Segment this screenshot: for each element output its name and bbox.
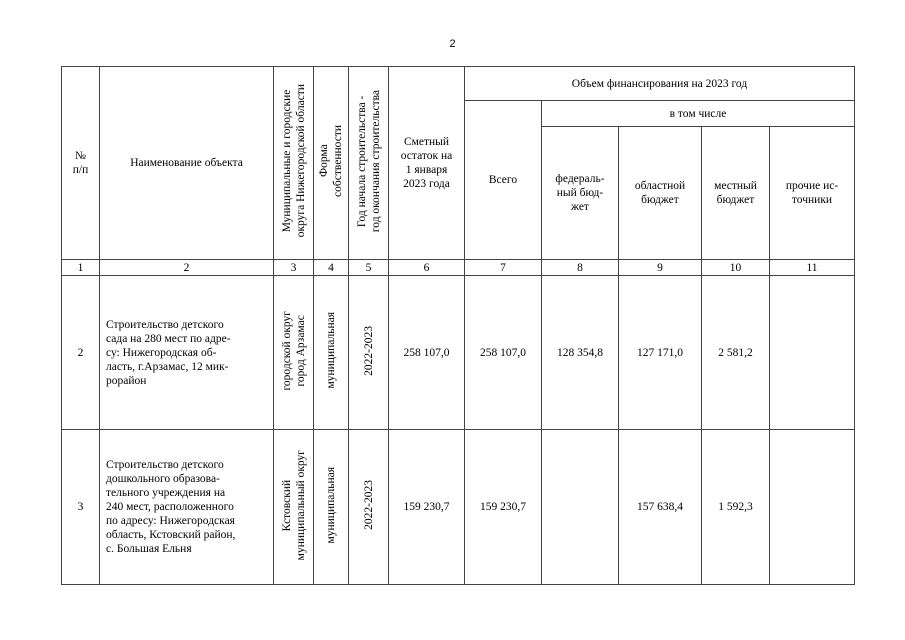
- table-row: [62, 430, 855, 585]
- column-number: 5: [349, 260, 389, 276]
- total: 159 230,7: [465, 430, 542, 585]
- table-row: [62, 276, 855, 430]
- page-number: 2: [449, 38, 456, 50]
- estimate: 258 107,0: [389, 276, 465, 430]
- column-number: 8: [542, 260, 619, 276]
- column-number: 6: [389, 260, 465, 276]
- column-number: 9: [619, 260, 702, 276]
- column-number: 2: [100, 260, 274, 276]
- header-municipality: Муниципальные и городские округа Нижегородской области: [274, 67, 314, 260]
- header-years: Год начала строительства - год окончания строительства: [349, 67, 389, 260]
- header-federal: федераль- ный бюд- жет: [542, 127, 619, 260]
- local: 1 592,3: [702, 430, 770, 585]
- years: 2022-2023: [349, 276, 389, 430]
- federal: 128 354,8: [542, 276, 619, 430]
- column-numbers-row: [62, 260, 855, 276]
- other: [770, 430, 855, 585]
- local: 2 581,2: [702, 276, 770, 430]
- column-number: 7: [465, 260, 542, 276]
- header-estimate: Сметный остаток на 1 января 2023 года: [389, 67, 465, 260]
- municipality: Кстовский муниципальный округ: [274, 430, 314, 585]
- header-funding: Объем финансирования на 2023 год: [465, 67, 855, 101]
- ownership: муниципальная: [314, 276, 349, 430]
- ownership: муниципальная: [314, 430, 349, 585]
- object-name: Строительство детского дошкольного образова- тельного учреждения на 240 мест, расположенного по адресу: Нижегородская область, Кстовский район, с. Большая Ельня: [100, 430, 274, 585]
- row-num: 3: [62, 430, 100, 585]
- header-ownership: Форма собственности: [314, 67, 349, 260]
- column-number: 4: [314, 260, 349, 276]
- row-num: 2: [62, 276, 100, 430]
- total: 258 107,0: [465, 276, 542, 430]
- municipality: городской округ город Арзамас: [274, 276, 314, 430]
- header-other: прочие ис- точники: [770, 127, 855, 260]
- column-number: 3: [274, 260, 314, 276]
- header-num: № п/п: [62, 67, 100, 260]
- header-regional: областной бюджет: [619, 127, 702, 260]
- header-including: в том числе: [542, 101, 855, 127]
- regional: 127 171,0: [619, 276, 702, 430]
- column-number: 11: [770, 260, 855, 276]
- financing-table: [61, 66, 855, 585]
- header-total: Всего: [465, 101, 542, 260]
- other: [770, 276, 855, 430]
- column-number: 1: [62, 260, 100, 276]
- federal: [542, 430, 619, 585]
- header-name: Наименование объекта: [100, 67, 274, 260]
- regional: 157 638,4: [619, 430, 702, 585]
- estimate: 159 230,7: [389, 430, 465, 585]
- header-local: местный бюджет: [702, 127, 770, 260]
- column-number: 10: [702, 260, 770, 276]
- years: 2022-2023: [349, 430, 389, 585]
- object-name: Строительство детского сада на 280 мест по адре- су: Нижегородская об- ласть, г.Арзамас, 12 мик- рорайон: [100, 276, 274, 430]
